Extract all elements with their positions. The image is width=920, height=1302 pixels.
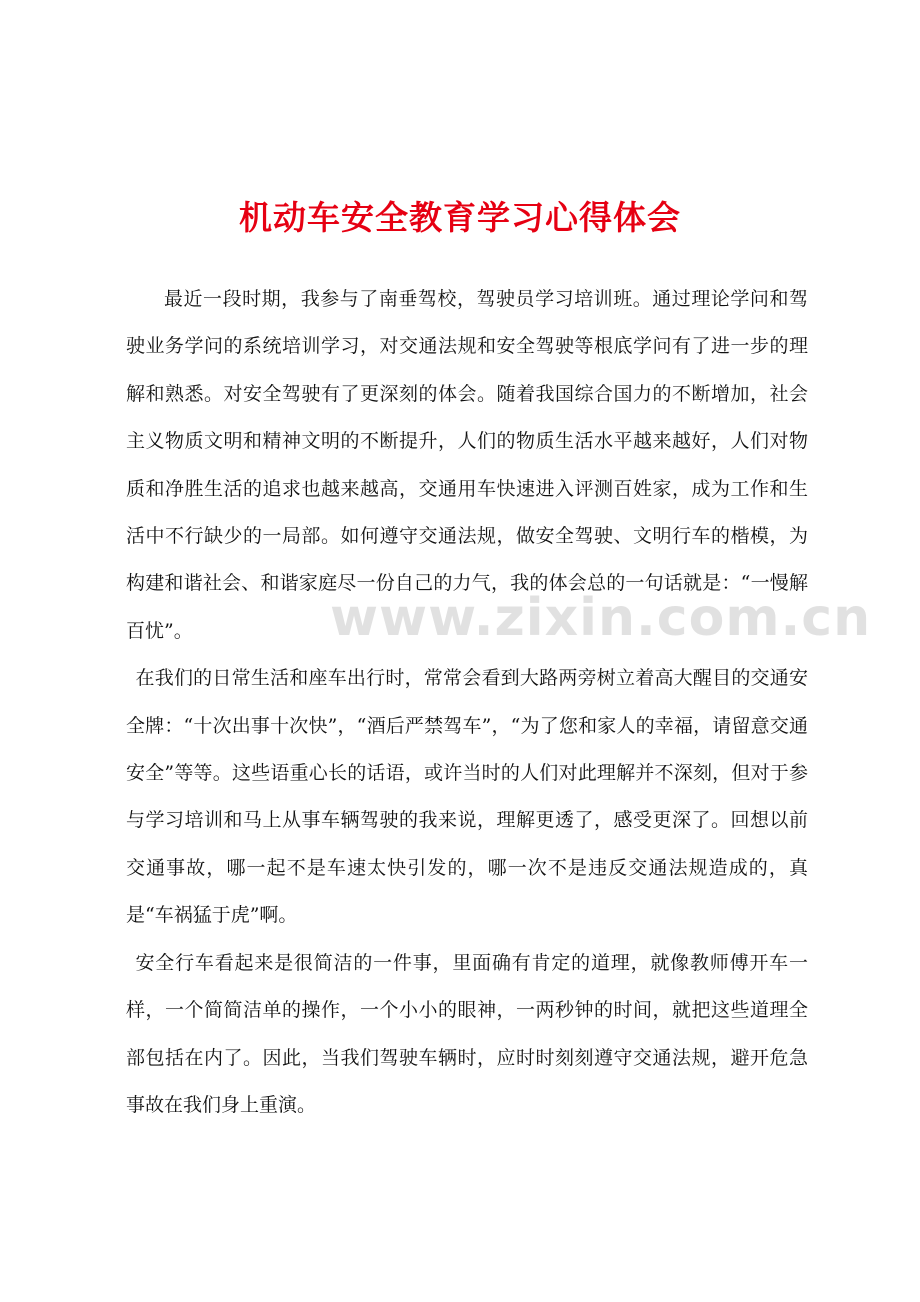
paragraph-1: 最近一段时期，我参与了南垂驾校，驾驶员学习培训班。通过理论学问和驾驶业务学问的系统培训学习，对交通法规和安全驾驶等根底学问有了进一步的理解和熟悉。对安全驾驶有了更深刻的体会。随着我国综合国力的不断增加，社会主义物质文明和精神文明的不断提升，人们的物质生活水平越来越好，人们对物质和净胜生活的追求也越来越高，交通用车快速进入评测百姓家，成为工作和生活中不行缺少的一局部。如何遵守交通法规，做安全驾驶、文明行车的楷模，为构建和谐社会、和谐家庭尽一份自己的力气，我的体会总的一句话就是：“一慢解百忧”。 [126, 288, 808, 642]
paragraph-2: 在我们的日常生活和座车出行时，常常会看到大路两旁树立着高大醒目的交通安全牌：“十次出事十次快”，“酒后严禁驾车”，“为了您和家人的幸福，请留意交通安全”等等。这些语重心长的话语，或许当时的人们对此理解并不深刻，但对于参与学习培训和马上从事车辆驾驶的我来说，理解更透了，感受更深了。回想以前交通事故，哪一起不是车速太快引发的，哪一次不是违反交通法规造成的，真是“车祸猛于虎”啊。 [126, 667, 808, 927]
document-body [126, 276, 872, 1129]
document-title: 机动车安全教育学习心得体会 [239, 198, 681, 237]
paragraph-3: 安全行车看起来是很简洁的一件事，里面确有肯定的道理，就像教师傅开车一样，一个简简洁单的操作，一个小小的眼神，一两秒钟的时间，就把这些道理全部包括在内了。因此，当我们驾驶车辆时，应时时刻刻遵守交通法规，避开危急事故在我们身上重演。 [126, 951, 808, 1116]
watermark: www.zixin.com.cn [330, 588, 872, 648]
